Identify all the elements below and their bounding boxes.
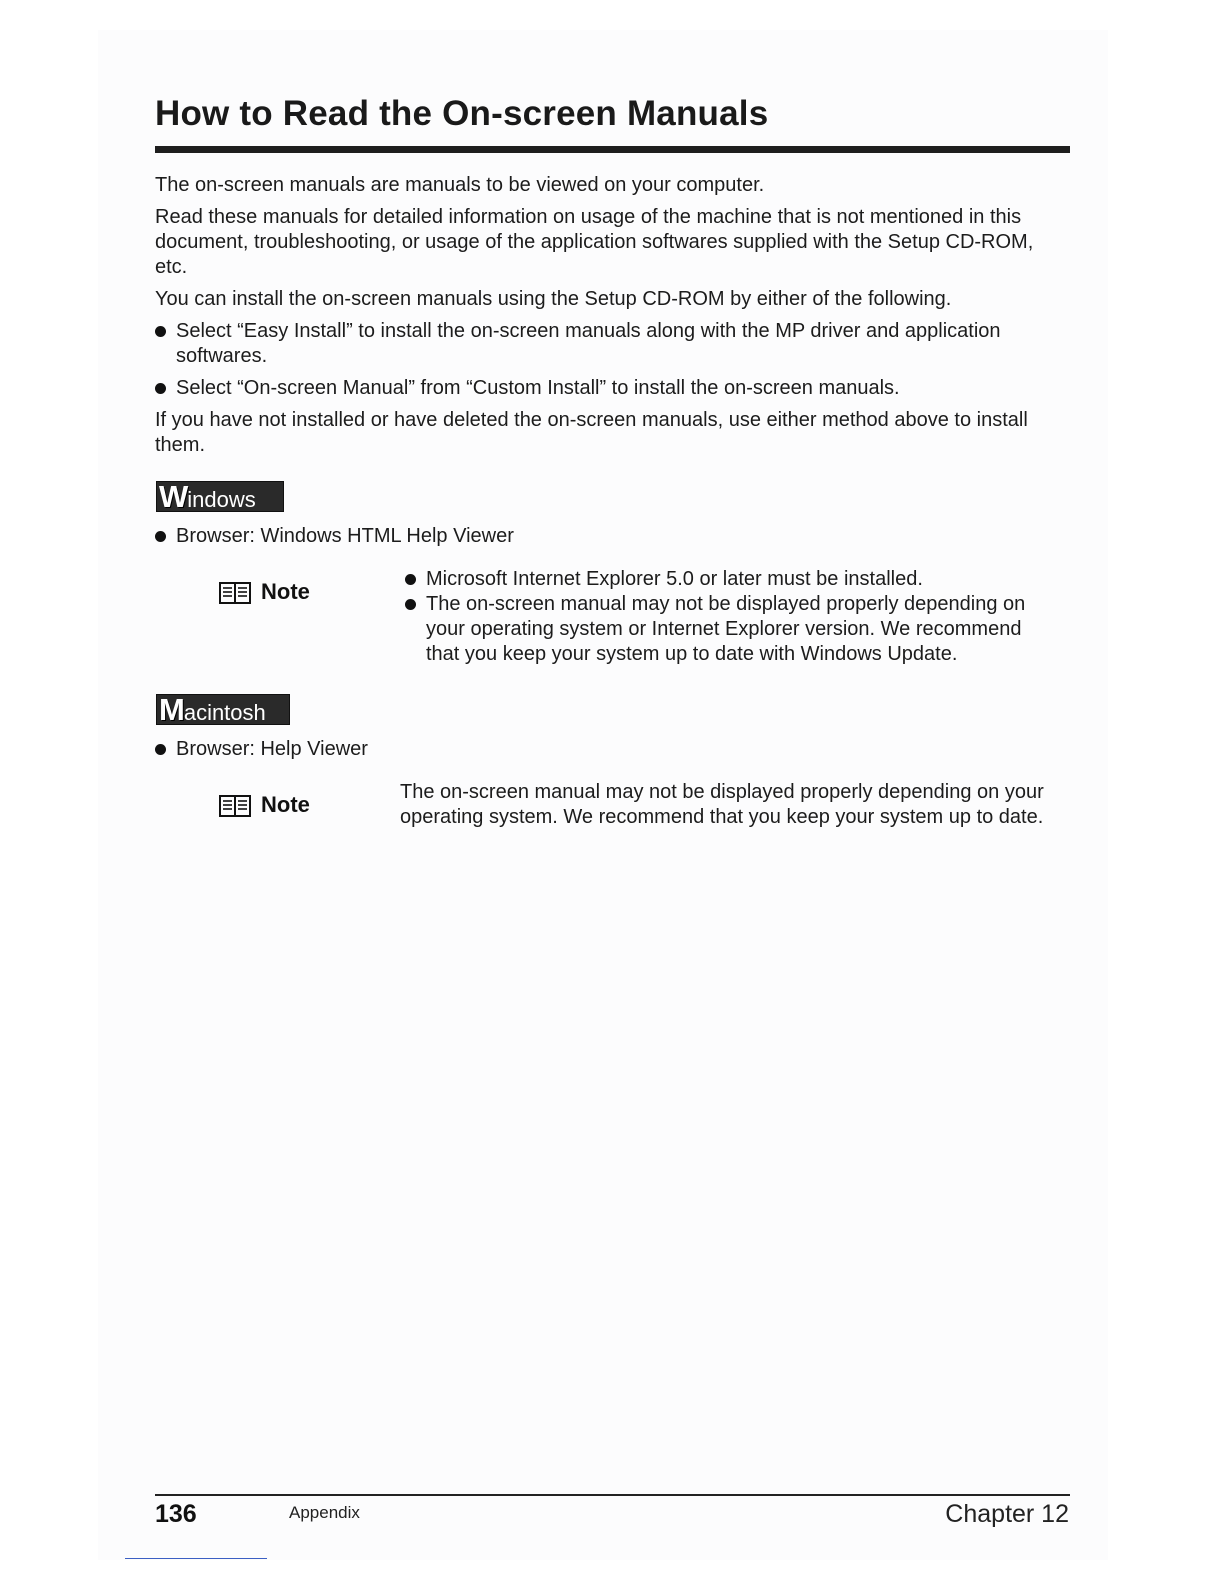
windows-browser-item [155, 524, 755, 549]
note-label-text: Note [261, 579, 310, 604]
note-label-text: Note [261, 792, 310, 817]
windows-badge-initial: W [159, 481, 188, 512]
bullet-dot-icon [155, 383, 166, 394]
chapter-label: Chapter 12 [945, 1500, 1069, 1528]
mac-browser-item [155, 737, 755, 762]
intro-paragraph-2-line-1: Read these manuals for detailed information on usage of the machine that is not mentioned in this [155, 206, 1022, 228]
bottom-link-underline [125, 1558, 267, 1559]
section-name: Appendix [289, 1503, 360, 1522]
note-book-icon [219, 582, 251, 604]
intro-paragraph-3: You can install the on-screen manuals using the Setup CD-ROM by either of the following. [155, 288, 952, 310]
bullet-dot-icon [155, 531, 166, 542]
bullet-dot-icon [405, 599, 416, 610]
windows-note-text: Microsoft Internet Explorer 5.0 or later must be installed. [426, 568, 923, 590]
windows-note-text-continued: that you keep your system up to date with Windows Update. [426, 643, 958, 665]
macintosh-badge-initial: M [159, 694, 184, 725]
windows-note-text-continued: your operating system or Internet Explorer version. We recommend [426, 618, 1022, 640]
windows-note-item [405, 592, 1075, 667]
list-item [155, 319, 1075, 369]
windows-browser-text: Browser: Windows HTML Help Viewer [176, 525, 514, 547]
bullet-dot-icon [155, 744, 166, 755]
intro-paragraph-1: The on-screen manuals are manuals to be viewed on your computer. [155, 174, 765, 196]
mac-note-line-2: operating system. We recommend that you keep your system up to date. [400, 806, 1044, 828]
mac-note-label [219, 792, 339, 822]
list-item [155, 376, 1075, 401]
list-item-text: Select “Easy Install” to install the on-screen manuals along with the MP driver and application [176, 320, 1001, 342]
page-number: 136 [155, 1500, 197, 1528]
bullet-dot-icon [405, 574, 416, 585]
intro-paragraph-2-line-3: etc. [155, 256, 188, 278]
footer-rule [155, 1494, 1070, 1496]
title-underline-rule [155, 146, 1070, 153]
mac-note-line-1: The on-screen manual may not be displayed properly depending on your [400, 781, 1044, 803]
intro-paragraph-2-line-2: document, troubleshooting, or usage of the application softwares supplied with the Setup CD-ROM, [155, 231, 1034, 253]
page-title: How to Read the On-screen Manuals [155, 94, 769, 133]
bullet-dot-icon [155, 326, 166, 337]
windows-note-item [405, 567, 1075, 592]
macintosh-badge-text: acintosh [183, 700, 266, 725]
windows-note-label [219, 579, 339, 609]
intro-paragraph-4-line-1: If you have not installed or have deleted the on-screen manuals, use either method above to install [155, 409, 1028, 431]
macintosh-badge [156, 694, 290, 725]
list-item-text: Select “On-screen Manual” from “Custom Install” to install the on-screen manuals. [176, 377, 900, 399]
note-book-icon [219, 795, 251, 817]
windows-badge [156, 481, 284, 512]
intro-paragraph-4-line-2: them. [155, 434, 206, 456]
list-item-text-continued: softwares. [176, 345, 268, 367]
windows-note-text: The on-screen manual may not be displayed properly depending on [426, 593, 1026, 615]
windows-badge-text: indows [187, 487, 256, 512]
mac-browser-text: Browser: Help Viewer [176, 738, 368, 760]
